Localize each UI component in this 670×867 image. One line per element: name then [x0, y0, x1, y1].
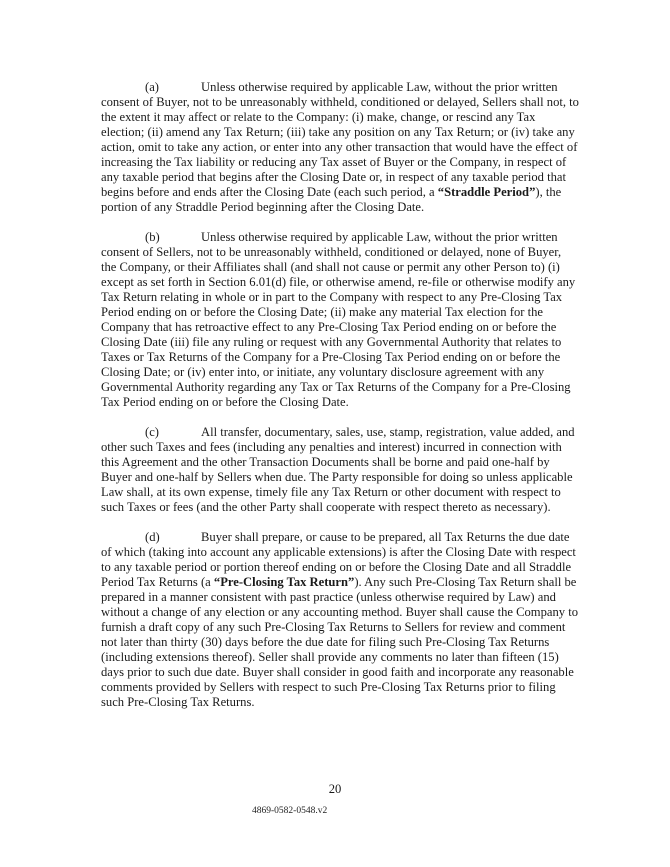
paragraph-a	[101, 80, 579, 215]
page-number: 20	[328, 782, 342, 796]
paragraph-text: All transfer, documentary, sales, use, stamp, registration, value added, and other such Taxes and fees (including any penalties and interest) incurred in connection with this Agreement and the other Transaction Documents shall be borne and paid one-half by Buyer and one-half by Sellers when due. The Party responsible for doing so unless applicable Law shall, at its own expense, timely file any Tax Return or other document with respect to such Taxes or fees (and the other Party shall cooperate with respect thereto as necessary).	[101, 425, 575, 514]
document-id-footer: 4869-0582-0548.v2	[252, 806, 328, 816]
paragraph-b	[101, 230, 579, 410]
paragraph-c	[101, 425, 579, 515]
paragraph-label-d: (d)	[145, 530, 160, 544]
paragraph-text: Unless otherwise required by applicable Law, without the prior written consent of Sellers, not to be unreasonably withheld, conditioned or delayed, none of Buyer, the Company, or their Affiliates shall (and shall not cause or permit any other Person to) (i) except as set forth in Section 6.01(d) file, or otherwise amend, re-file or otherwise modify any Tax Return relating in whole or in part to the Company with respect to any Pre-Closing Tax Period ending on or before the Closing Date; (ii) make any material Tax election for the Company that has retroactive effect to any Pre-Closing Tax Period ending on or before the Closing Date (iii) file any ruling or request with any Governmental Authority that relates to Taxes or Tax Returns of the Company for a Pre-Closing Tax Period ending on or before the Closing Date; or (iv) enter into, or initiate, any voluntary disclosure agreement with any Governmental Authority regarding any Tax or Tax Returns of the Company for a Pre-Closing Tax Period ending on or before the Closing Date.	[101, 230, 576, 409]
paragraph-text: ). Any such Pre-Closing Tax Return shall be prepared in a manner consistent with past practice (unless otherwise required by Law) and without a change of any election or any accounting method. Buyer shall cause the Company to furnish a draft copy of any such Pre-Closing Tax Returns to Sellers for review and comment not later than thirty (30) days before the due date for filing such Pre-Closing Tax Returns (including extensions thereof). Seller shall provide any comments no later than fifteen (15) days prior to such due date. Buyer shall consider in good faith and incorporate any reasonable comments provided by Sellers with respect to such Pre-Closing Tax Returns prior to filing such Pre-Closing Tax Returns.	[101, 575, 579, 709]
defined-term: “Straddle Period”	[437, 185, 536, 199]
paragraph-d	[101, 530, 579, 710]
defined-term: “Pre-Closing Tax Return”	[213, 575, 355, 589]
paragraph-label-b: (b)	[145, 230, 160, 244]
paragraph-text: Buyer shall prepare, or cause to be prepared, all Tax Returns the due date of which (taking into account any applicable extensions) is after the Closing Date with respect to any taxable period or portion thereof ending on or before the Closing Date and all Straddle Period Tax Returns (a	[101, 530, 576, 589]
paragraph-text: Unless otherwise required by applicable Law, without the prior written consent of Buyer, not to be unreasonably withheld, conditioned or delayed, Sellers shall not, to the extent it may affect or relate to the Company: (i) make, change, or rescind any Tax election; (ii) amend any Tax Return; (iii) take any position on any Tax Return; or (iv) take any action, omit to take any action, or enter into any other transaction that would have the effect of increasing the Tax liability or reducing any Tax asset of Buyer or the Company, in respect of any taxable period that begins after the Closing Date or, in respect of any taxable period that begins before and ends after the Closing Date (each such period, a	[101, 80, 579, 199]
paragraph-label-c: (c)	[145, 425, 159, 439]
paragraph-label-a: (a)	[145, 80, 159, 94]
document-body	[101, 80, 579, 725]
paragraph-text: ), the portion of any Straddle Period beginning after the Closing Date.	[101, 185, 562, 214]
